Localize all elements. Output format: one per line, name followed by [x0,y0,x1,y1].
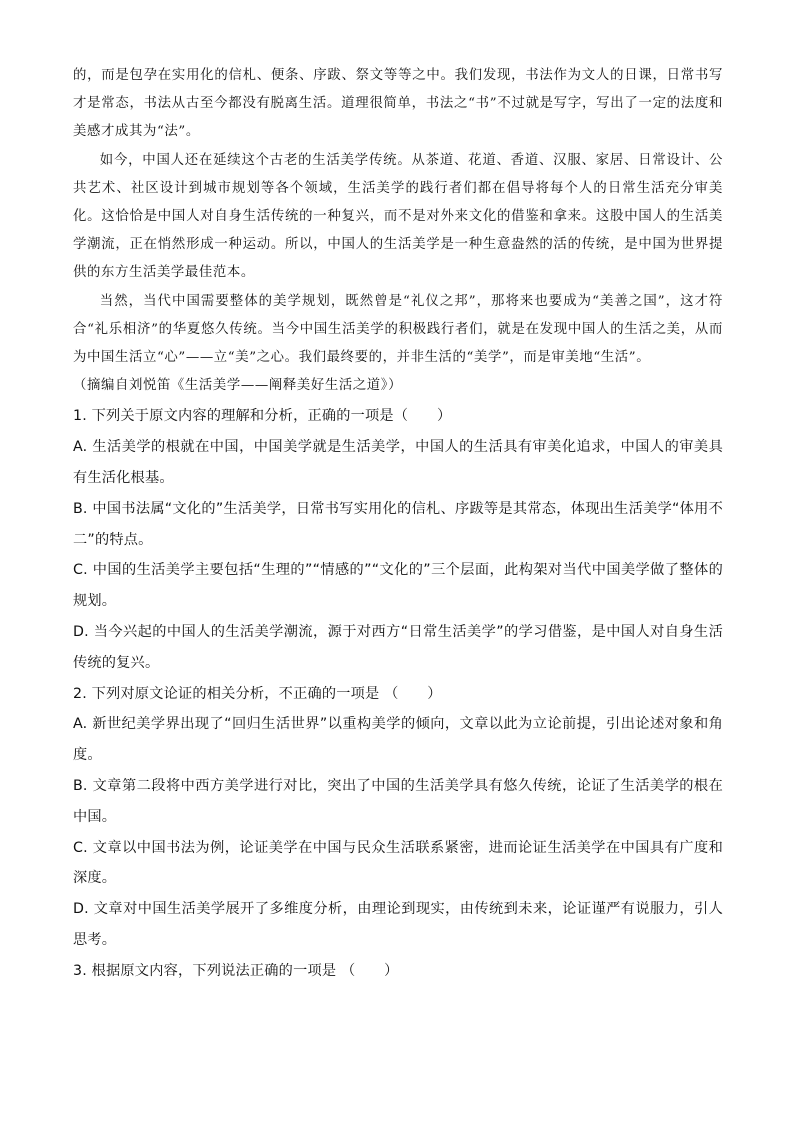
option-a[interactable]: A. 生活美学的根就在中国，中国美学就是生活美学，中国人的生活具有审美化追求，中国人的审美具有生活化根基。 [73,439,723,487]
question-stem: 1. 下列关于原文内容的理解和分析，正确的一项是（ ） [73,408,452,425]
option-d[interactable]: D. 文章对中国生活美学展开了多维度分析，由理论到现实，由传统到未来，论证谨严有说服力，引人思考。 [73,901,723,948]
passage-paragraph-2: 如今，中国人还在延续这个古老的生活美学传统。从茶道、花道、香道、汉服、家居、日常设计、公共艺术、社区设计到城市规划等各个领域，生活美学的践行者们都在倡导将每个人的日常生活充分审美化。这恰恰是中国人对自身生活传统的一种复兴，而不是对外来文化的借鉴和拿来。这股中国人的生活美学潮流，正在悄然形成一种运动。所以，中国人的生活美学是一种生意盎然的活的传统，是中国为世界提供的东方生活美学最佳范本。 [73,152,723,281]
option-c[interactable]: C. 中国的生活美学主要包括“生理的”“情感的”“文化的”三个层面，此构架对当代中国美学做了整体的规划。 [73,562,723,610]
question-1 [73,401,723,678]
question-list [73,401,723,986]
option-b[interactable]: B. 中国书法属“文化的”生活美学，日常书写实用化的信札、序跋等是其常态，体现出生活美学“体用不二”的特点。 [73,500,723,548]
option-d[interactable]: D. 当今兴起的中国人的生活美学潮流，源于对西方“日常生活美学”的学习借鉴，是中国人对自身生活传统的复兴。 [73,624,723,671]
passage-source: （摘编自刘悦笛《生活美学——阐释美好生活之道》） [73,378,403,394]
passage-paragraph-3: 当然，当代中国需要整体的美学规划，既然曾是“礼仪之邦”，那将来也要成为“美善之国”，这才符合“礼乐相济”的华夏悠久传统。当今中国生活美学的积极践行者们，就是在发现中国人的生活之美，从而为中国生活立“心”——立“美”之心。我们最终要的，并非生活的“美学”，而是审美地“生活”。 [73,293,723,366]
passage-paragraph-1: 的，而是包孕在实用化的信札、便条、序跋、祭文等等之中。我们发现，书法作为文人的日课，日常书写才是常态，书法从古至今都没有脱离生活。道理很简单，书法之“书”不过就是写字，写出了一定的法度和美感才成其为“法”。 [73,68,723,140]
reading-passage [73,62,723,400]
question-stem: 2. 下列对原文论证的相关分析，不正确的一项是 （ ） [73,685,442,702]
question-2 [73,679,723,956]
option-a[interactable]: A. 新世纪美学界出现了“回归生活世界”以重构美学的倾向，文章以此为立论前提，引出论述对象和角度。 [73,716,723,764]
question-stem: 3. 根据原文内容，下列说法正确的一项是 （ ） [73,962,399,979]
question-3 [73,956,723,987]
option-b[interactable]: B. 文章第二段将中西方美学进行对比，突出了中国的生活美学具有悠久传统，论证了生活美学的根在中国。 [73,778,723,825]
option-c[interactable]: C. 文章以中国书法为例，论证美学在中国与民众生活联系紧密，进而论证生活美学在中国具有广度和深度。 [73,839,723,887]
document-page [73,62,723,987]
